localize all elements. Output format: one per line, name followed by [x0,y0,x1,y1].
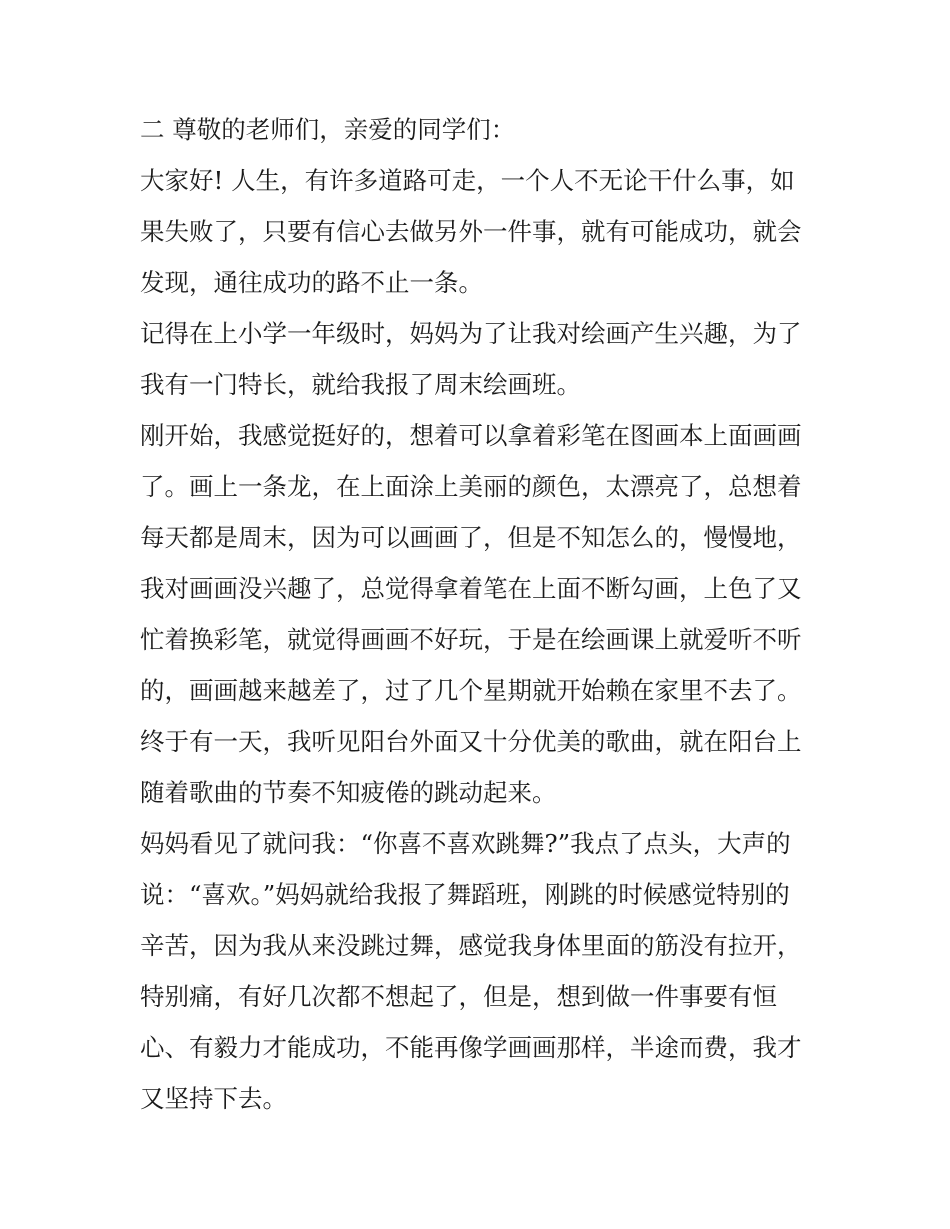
text-line: 终于有一天，我听见阳台外面又十分优美的歌曲，就在阳台上 [140,727,802,756]
text-line: 的，画画越来越差了，过了几个星期就开始赖在家里不去了。 [140,676,802,705]
text-line: 说：“喜欢。”妈妈就给我报了舞蹈班，刚跳的时候感觉特别的 [140,880,790,909]
text-line: 特别痛，有好几次都不想起了，但是，想到做一件事要有恒 [140,982,777,1011]
text-line: 我对画画没兴趣了，总觉得拿着笔在上面不断勾画，上色了又 [140,574,802,603]
document-body-text [140,104,820,1124]
text-line: 果失败了，只要有信心去做另外一件事，就有可能成功，就会 [140,217,802,246]
text-line: 了。画上一条龙，在上面涂上美丽的颜色，太漂亮了，总想着 [140,472,802,501]
text-line: 忙着换彩笔，就觉得画画不好玩，于是在绘画课上就爱听不听 [140,625,802,654]
text-line: 大家好! 人生，有许多道路可走，一个人不无论干什么事，如 [140,166,795,195]
text-line: 我有一门特长，就给我报了周末绘画班。 [140,370,581,399]
text-line: 随着歌曲的节奏不知疲倦的跳动起来。 [140,778,557,807]
text-line: 心、有毅力才能成功，不能再像学画画那样，半途而费，我才 [140,1033,802,1062]
text-line: 辛苦，因为我从来没跳过舞，感觉我身体里面的筋没有拉开， [140,931,802,960]
text-line: 记得在上小学一年级时，妈妈为了让我对绘画产生兴趣，为了 [140,319,802,348]
text-line: 二 尊敬的老师们，亲爱的同学们： [140,115,516,144]
text-line: 发现，通往成功的路不止一条。 [140,268,483,297]
text-line: 刚开始，我感觉挺好的，想着可以拿着彩笔在图画本上面画画 [140,421,802,450]
text-line: 每天都是周末，因为可以画画了，但是不知怎么的，慢慢地， [140,523,802,552]
text-line: 妈妈看见了就问我：“你喜不喜欢跳舞?”我点了点头，大声的 [140,829,791,858]
text-line: 又坚持下去。 [140,1084,287,1113]
